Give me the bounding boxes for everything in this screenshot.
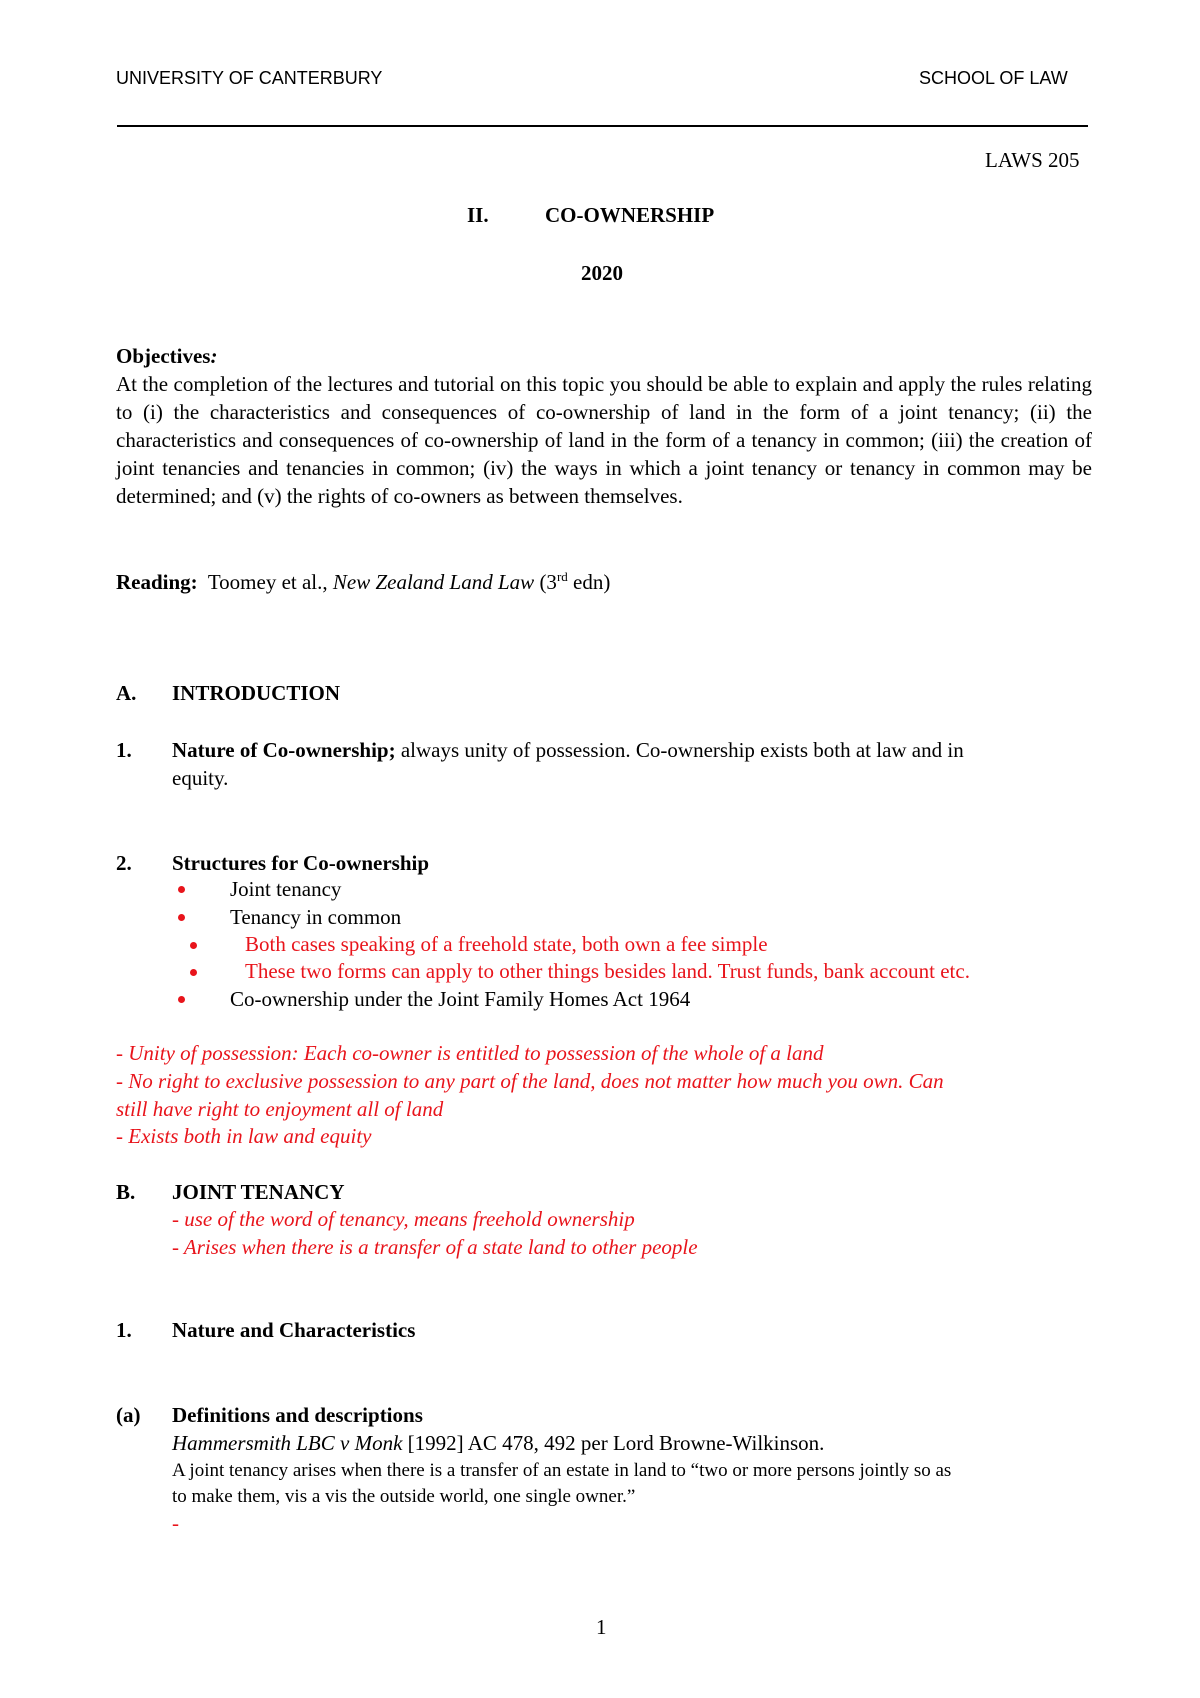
- bullet-note-other-things: These two forms can apply to other things besides land. Trust funds, bank account etc.: [245, 959, 970, 983]
- title-number: II.: [467, 203, 489, 227]
- header-school: SCHOOL OF LAW: [919, 68, 1068, 88]
- course-code: LAWS 205: [985, 148, 1080, 172]
- quote-line-1: A joint tenancy arises when there is a transfer of an estate in land to “two or more persons jointly so as: [172, 1460, 952, 1481]
- page-number: 1: [596, 1615, 607, 1639]
- quote-line-2: to make them, vis a vis the outside world, one single owner.”: [172, 1486, 636, 1507]
- section-b-letter: B.: [116, 1180, 136, 1204]
- item-b1-heading: Nature and Characteristics: [172, 1318, 416, 1342]
- objectives-heading: Objectives:: [116, 344, 218, 368]
- section-b-heading: JOINT TENANCY: [172, 1180, 345, 1204]
- bullet-tenancy-in-common: Tenancy in common: [230, 905, 402, 929]
- bullet-dot: [190, 942, 197, 949]
- header-university: UNIVERSITY OF CANTERBURY: [116, 68, 383, 88]
- note-unity-of-possession: - Unity of possession: Each co-owner is entitled to possession of the whole of a land: [116, 1041, 824, 1065]
- bullet-joint-tenancy: Joint tenancy: [230, 877, 342, 901]
- item-2-heading: Structures for Co-ownership: [172, 851, 430, 875]
- empty-note-dash: -: [172, 1511, 179, 1535]
- sub-a-label: (a): [116, 1403, 141, 1427]
- page-title: CO-OWNERSHIP: [545, 203, 715, 227]
- bullet-note-fee-simple: Both cases speaking of a freehold state, both own a fee simple: [245, 932, 768, 956]
- bullet-dot: [178, 996, 185, 1003]
- note-no-exclusive-possession-cont: still have right to enjoyment all of land: [116, 1097, 444, 1121]
- item-2-number: 2.: [116, 851, 132, 875]
- bullet-dot: [178, 886, 185, 893]
- case-citation: Hammersmith LBC v Monk [1992] AC 478, 492 per Lord Browne-Wilkinson.: [172, 1431, 825, 1455]
- objectives-text: At the completion of the lectures and tutorial on this topic you should be able to explain and apply the rules relating to (i) the characteristics and consequences of co-ownership of land in the form of a joint tenancy; (ii) the characteristics and consequences of co-ownership of land in the form of a tenancy in common; (iii) the creation of joint tenancies and tenancies in common; (iv) the ways in which a joint tenancy or tenancy in common may be determined; and (v) the rights of co-owners as between themselves.: [116, 372, 1092, 508]
- section-a-heading: INTRODUCTION: [172, 681, 341, 705]
- note-law-and-equity: - Exists both in law and equity: [116, 1124, 372, 1148]
- item-1-text: Nature of Co-ownership; always unity of possession. Co-ownership exists both at law and in: [172, 738, 964, 762]
- section-a-letter: A.: [116, 681, 137, 705]
- note-transfer-of-land: - Arises when there is a transfer of a state land to other people: [172, 1235, 698, 1259]
- item-1-text-cont: equity.: [172, 766, 229, 790]
- item-b1-number: 1.: [116, 1318, 132, 1342]
- reading-line: Reading: Toomey et al., New Zealand Land Law (3rd edn): [116, 569, 611, 594]
- note-no-exclusive-possession: - No right to exclusive possession to any part of the land, does not matter how much you own. Can: [116, 1069, 944, 1093]
- bullet-joint-family-homes: Co-ownership under the Joint Family Homes Act 1964: [230, 987, 691, 1011]
- note-freehold-ownership: - use of the word of tenancy, means freehold ownership: [172, 1207, 635, 1231]
- item-1-number: 1.: [116, 738, 132, 762]
- sub-a-heading: Definitions and descriptions: [172, 1403, 423, 1427]
- header-rule: [117, 125, 1088, 127]
- title-year: 2020: [581, 261, 623, 285]
- bullet-dot: [190, 969, 197, 976]
- bullet-dot: [178, 914, 185, 921]
